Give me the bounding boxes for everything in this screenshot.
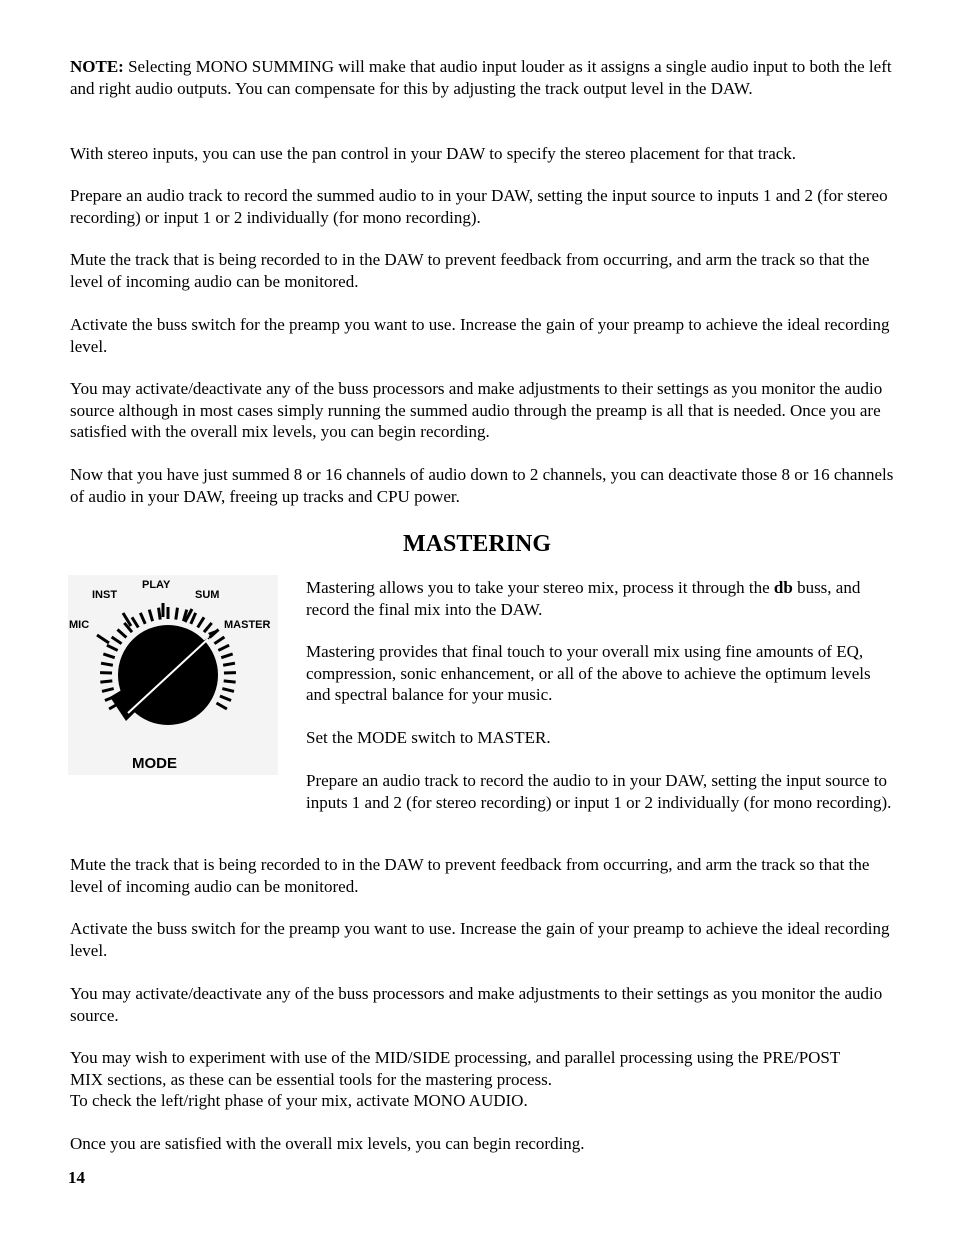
body-paragraph: Mastering provides that final touch to your overall mix using fine amounts of EQ, compression, sonic enhancement, or all of the above to achieve the optimum levels and spectral balance for your music. <box>306 642 871 704</box>
knob-tick <box>159 608 161 620</box>
body-paragraph: Activate the buss switch for the preamp you want to use. Increase the gain of your preamp to achieve the ideal recording level. <box>70 315 890 356</box>
body-paragraph: With stereo inputs, you can use the pan control in your DAW to specify the stereo placement for that track. <box>70 144 797 163</box>
intro-text-start: Mastering allows you to take your stereo mix, process it through the <box>306 578 774 597</box>
body-paragraph: To check the left/right phase of your mix, activate MONO AUDIO. <box>70 1091 528 1110</box>
knob-label-master: MASTER <box>224 619 271 631</box>
body-paragraph: Mute the track that is being recorded to in the DAW to prevent feedback from occurring, and arm the track so that the level of incoming audio can be monitored. <box>70 855 870 896</box>
body-paragraph: You may activate/deactivate any of the buss processors and make adjustments to their settings as you monitor the audio source although in most cases simply running the summed audio through the preamp is all that is needed. Once you are satisfied with the overall mix levels, you can begin recording. <box>70 379 883 441</box>
body-paragraph: Set the MODE switch to MASTER. <box>306 728 551 747</box>
page-number: 14 <box>68 1168 85 1187</box>
note-text: Selecting MONO SUMMING will make that audio input louder as it assigns a single audio input to both the left and right audio outputs. You can compensate for this by adjusting the track output level in the DAW. <box>70 57 892 98</box>
knob-tick <box>223 663 235 665</box>
knob-label-sum: SUM <box>195 589 220 601</box>
knob-tick <box>101 663 113 665</box>
section-title: MASTERING <box>402 531 552 557</box>
body-paragraph: Now that you have just summed 8 or 16 channels of audio down to 2 channels, you can deactivate those 8 or 16 channels of audio in your DAW, freeing up tracks and CPU power. <box>70 465 894 506</box>
knob-label-mic: MIC <box>69 619 90 631</box>
knob-tick <box>100 681 112 682</box>
body-paragraph: Prepare an audio track to record the summed audio to in your DAW, setting the input source to inputs 1 and 2 (for stereo recording) or input 1 or 2 individually (for mono recording). <box>70 186 888 227</box>
note-label: NOTE: <box>70 57 124 76</box>
body-paragraph: Once you are satisfied with the overall mix levels, you can begin recording. <box>70 1134 585 1153</box>
body-paragraph: Prepare an audio track to record the audio to in your DAW, setting the input source to inputs 1 and 2 (for stereo recording) or input 1 or 2 individually (for mono recording). <box>306 771 892 812</box>
mastering-intro <box>306 577 898 620</box>
note-paragraph <box>70 56 898 99</box>
mode-knob-illustration <box>68 575 278 775</box>
intro-text-bold: db <box>773 578 793 597</box>
body-paragraph: Mute the track that is being recorded to in the DAW to prevent feedback from occurring, and arm the track so that the level of incoming audio can be monitored. <box>70 250 870 291</box>
body-paragraph-group <box>70 1047 850 1112</box>
knob-label-inst: INST <box>92 589 118 601</box>
knob-tick <box>176 608 178 620</box>
body-paragraph: Activate the buss switch for the preamp you want to use. Increase the gain of your preamp to achieve the ideal recording level. <box>70 919 890 960</box>
intro-text-end: buss, and record the final mix into the DAW. <box>306 578 861 619</box>
knob-label-mode: MODE <box>132 755 177 772</box>
knob-tick <box>224 681 236 682</box>
knob-label-play: PLAY <box>142 579 171 591</box>
body-paragraph: You may wish to experiment with use of the MID/SIDE processing, and parallel processing using the PRE/POST MIX sections, as these can be essential tools for the mastering process. <box>70 1048 840 1089</box>
body-paragraph: You may activate/deactivate any of the buss processors and make adjustments to their settings as you monitor the audio source. <box>70 984 883 1025</box>
